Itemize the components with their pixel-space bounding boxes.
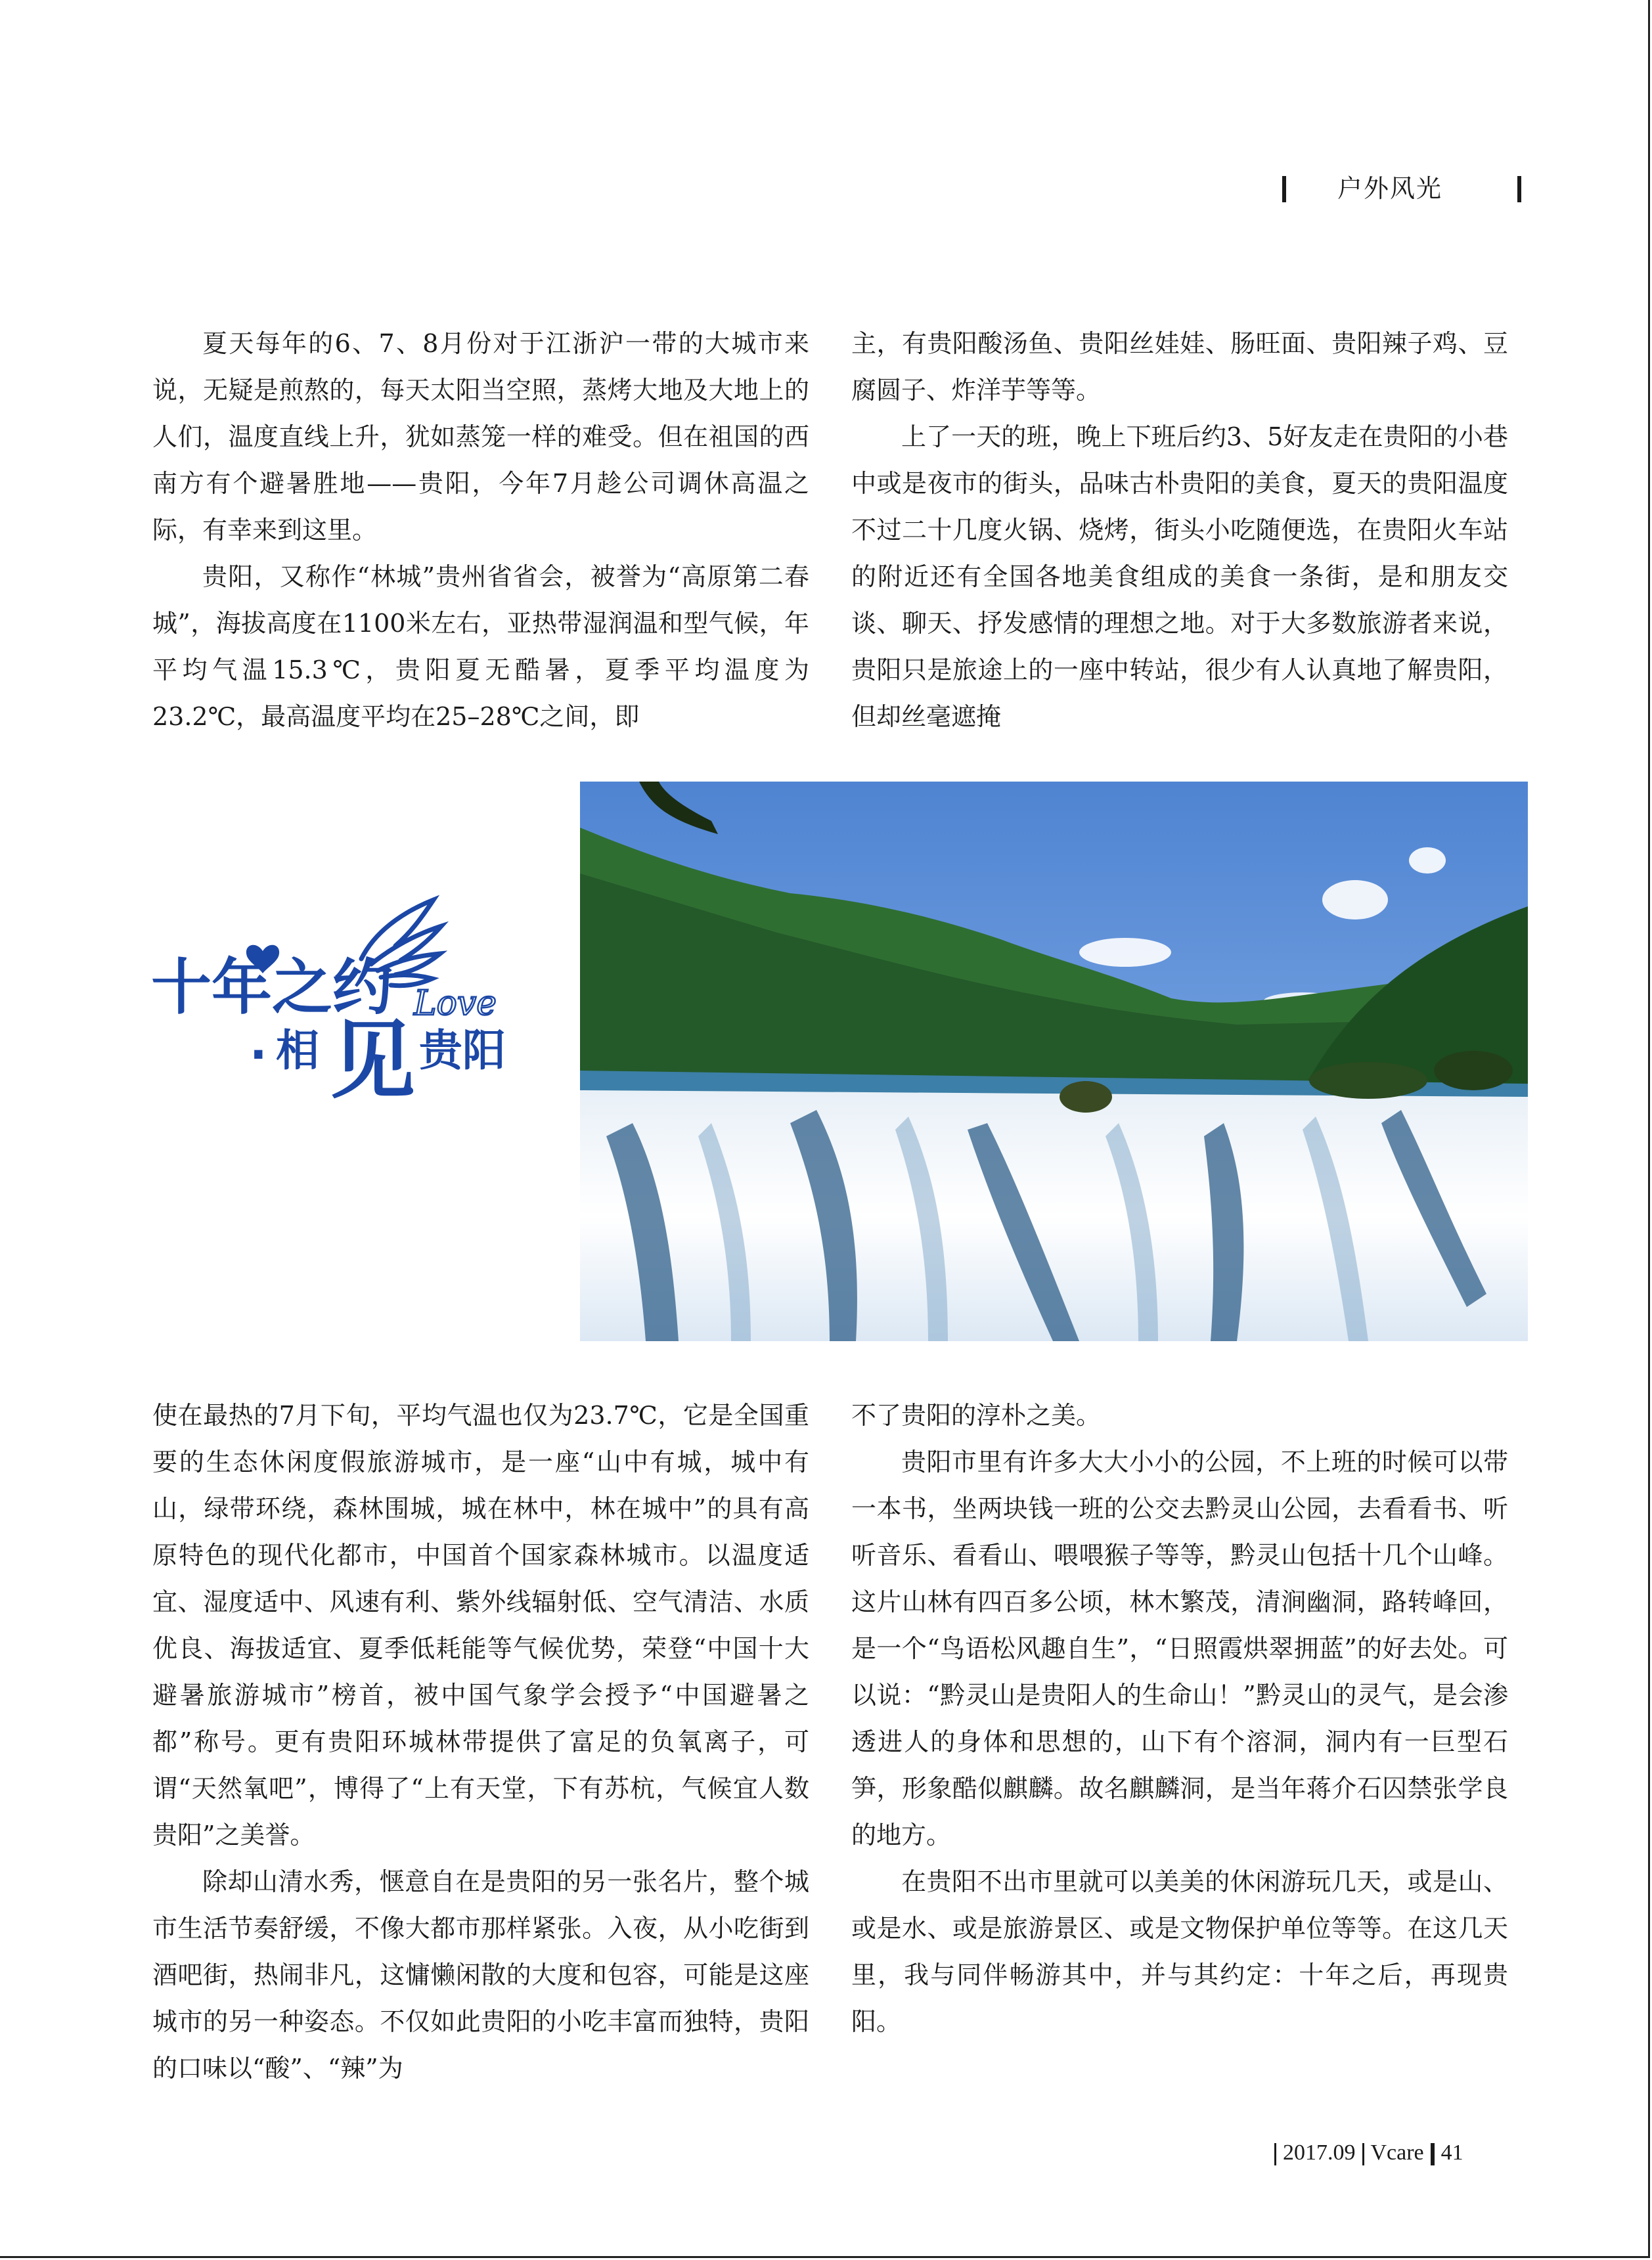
- logo-jian: 见: [330, 1011, 416, 1110]
- paragraph: 贵阳，又称作“林城”贵州省省会，被誉为“高原第二春城”，海拔高度在1100米左右，亚热带湿润温和型气候，年平均气温15.3℃，贵阳夏无酷暑，夏季平均温度为23.2℃，最高温度平均在25–28℃之间，即: [152, 562, 809, 731]
- waterfall-illustration: [580, 782, 1528, 1341]
- logo-xiang: 相: [276, 1025, 319, 1076]
- column-bottom-right: [851, 1392, 1508, 2102]
- issue-date: 2017.09: [1283, 2140, 1356, 2165]
- paragraph-continued: 主，有贵阳酸汤鱼、贵阳丝娃娃、肠旺面、贵阳辣子鸡、豆腐圆子、炸洋芋等等。: [851, 329, 1508, 405]
- column-bottom-left: [152, 1392, 809, 2102]
- ten-year-promise-logo: [151, 893, 571, 1110]
- column-top-right: [851, 321, 1508, 741]
- page-footer: [1268, 2137, 1544, 2169]
- magazine-name: Vcare: [1370, 2140, 1424, 2165]
- header-bar-right: [1517, 176, 1521, 202]
- logo-dot: ·: [250, 1028, 267, 1082]
- footer-separator: [1274, 2143, 1276, 2165]
- footer-separator: [1362, 2143, 1364, 2165]
- footer-separator: [1431, 2143, 1435, 2165]
- paragraph: 贵阳市里有许多大大小小的公园，不上班的时候可以带一本书，坐两块钱一班的公交去黔灵山公园，去看看书、听听音乐、看看山、喂喂猴子等等，黔灵山包括十几个山峰。这片山林有四百多公顷，林木繁茂，清涧幽洞，路转峰回，是一个“鸟语松风趣自生”，“日照霞烘翠拥蓝”的好去处。可以说：“黔灵山是贵阳人的生命山！”黔灵山的灵气，是会渗透进人的身体和思想的，山下有个溶洞，洞内有一巨型石笋，形象酷似麒麟。故名麒麟洞，是当年蒋介石囚禁张学良的地方。: [851, 1448, 1508, 1850]
- column-top-left: [152, 321, 809, 741]
- paragraph: 在贵阳不出市里就可以美美的休闲游玩几天，或是山、或是水、或是旅游景区、或是文物保护单位等等。在这几天里，我与同伴畅游其中，并与其约定：十年之后，再现贵阳。: [851, 1867, 1508, 2036]
- paragraph-continued: 不了贵阳的淳朴之美。: [851, 1401, 1102, 1430]
- logo-script-text: Love: [414, 984, 497, 1023]
- waterfall-photo: [580, 782, 1528, 1341]
- logo-guiyang: 贵阳: [419, 1025, 506, 1076]
- logo-graphic: [151, 893, 571, 1110]
- page-number: 41: [1440, 2140, 1463, 2165]
- paragraph: 上了一天的班，晚上下班后约3、5好友走在贵阳的小巷中或是夜市的街头，品味古朴贵阳的美食，夏天的贵阳温度不过二十几度火锅、烧烤，街头小吃随便选，在贵阳火车站的附近还有全国各地美食组成的美食一条街，是和朋友交谈、聊天、抒发感情的理想之地。对于大多数旅游者来说，贵阳只是旅途上的一座中转站，很少有人认真地了解贵阳，但却丝毫遮掩: [851, 422, 1508, 731]
- section-header: [1274, 172, 1524, 205]
- section-title: 户外风光: [1337, 174, 1443, 203]
- header-bar-left: [1282, 176, 1286, 202]
- logo-line1: 十年之约: [151, 952, 393, 1023]
- paragraph-continued: 使在最热的7月下旬，平均气温也仅为23.7℃，它是全国重要的生态休闲度假旅游城市，是一座“山中有城，城中有山，绿带环绕，森林围城，城在林中，林在城中”的具有高原特色的现代化都市，中国首个国家森林城市。以温度适宜、湿度适中、风速有利、紫外线辐射低、空气清洁、水质优良、海拔适宜、夏季低耗能等气候优势，荣登“中国十大避暑旅游城市”榜首，被中国气象学会授予“中国避暑之都”称号。更有贵阳环城林带提供了富足的负氧离子，可谓“天然氧吧”，博得了“上有天堂，下有苏杭，气候宜人数贵阳”之美誉。: [152, 1401, 809, 1850]
- paragraph: 夏天每年的6、7、8月份对于江浙沪一带的大城市来说，无疑是煎熬的，每天太阳当空照，蒸烤大地及大地上的人们，温度直线上升，犹如蒸笼一样的难受。但在祖国的西南方有个避暑胜地——贵阳，今年7月趁公司调休高温之际，有幸来到这里。: [152, 329, 809, 544]
- paragraph: 除却山清水秀，惬意自在是贵阳的另一张名片，整个城市生活节奏舒缓，不像大都市那样紧张。入夜，从小吃街到酒吧街，热闹非凡，这慵懒闲散的大度和包容，可能是这座城市的另一种姿态。不仅如此贵阳的小吃丰富而独特，贵阳的口味以“酸”、“辣”为: [152, 1867, 809, 2083]
